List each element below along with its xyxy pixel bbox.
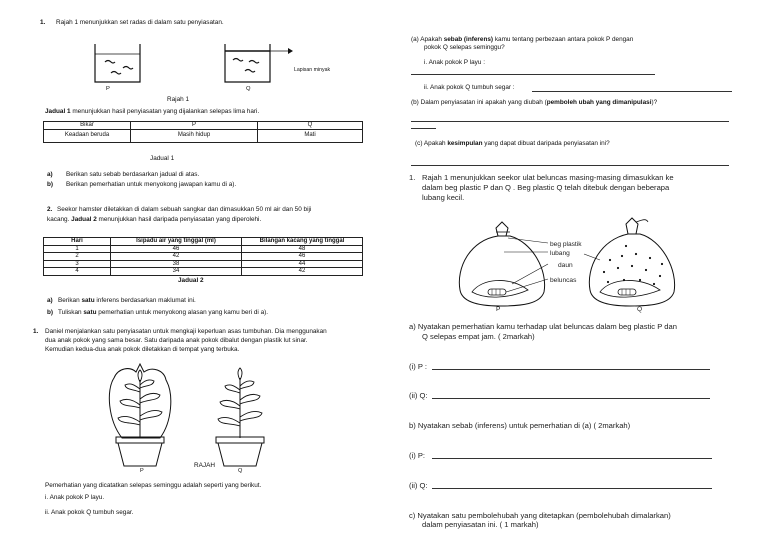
qa-line1: (a) Apakah sebab (inferens) kamu tentang perbezaan antara pokok P dengan xyxy=(411,36,634,43)
r-qa-line1: a) Nyatakan pemerhatian kamu terhadap ulat beluncas dalam beg plastic P dan xyxy=(409,322,677,331)
q3-line2: dua anak pokok yang sama besar. Satu daripada anak pokok dibalut dengan plastik lut sinar. xyxy=(45,337,308,344)
table2-caption: Jadual 2 xyxy=(178,277,204,284)
qc-text: (c) Apakah kesimpulan yang dapat dibuat daripada penyiasatan ini? xyxy=(415,140,610,147)
table2-cell: 2 xyxy=(44,253,111,261)
table-1 xyxy=(43,121,363,143)
r-qa-ii: (ii) Q: xyxy=(409,391,428,400)
table1-caption: Jadual 1 xyxy=(150,155,175,162)
answer-line-qc[interactable] xyxy=(411,165,729,166)
r-qb-text: b) Nyatakan sebab (inferens) untuk pemerhatian di (a) ( 2markah) xyxy=(409,421,631,430)
figure-rajah-caption: RAJAH xyxy=(194,462,215,469)
label-leaf: daun xyxy=(558,262,573,269)
table-row xyxy=(44,260,363,268)
table1-header: Q xyxy=(258,122,363,130)
q3-line1: Daniel menjalankan satu penyiasatan untuk mengkaji keperluan asas tumbuhan. Dia menggunakan xyxy=(45,328,327,335)
q3-line3: Kemudian kedua-dua anak pokok diletakkan di tempat yang terbuka. xyxy=(45,346,240,353)
q1a-text: Berikan satu sebab berdasarkan jadual di atas. xyxy=(66,171,200,178)
r-qb-ii: (ii) Q: xyxy=(409,481,428,490)
table-row xyxy=(44,268,363,276)
table2-header: Isipadu air yang tinggal (ml) xyxy=(111,238,242,246)
table2-cell: 44 xyxy=(242,260,363,268)
qa-line2: pokok Q selepas seminggu? xyxy=(424,44,505,51)
q2-line2: kacang. Jadual 2 menunjukkan hasil daripada penyiasatan yang diperolehi. xyxy=(47,216,262,223)
r-qc-line1: c) Nyatakan satu pembolehubah yang ditetapkan (pembolehubah dimalarkan) xyxy=(409,511,671,520)
q2b-label: b) xyxy=(47,309,54,316)
r-q1-line3: lubang kecil. xyxy=(422,193,465,202)
q3-observation-ii: ii. Anak pokok Q tumbuh segar. xyxy=(45,509,134,516)
table1-intro: Jadual 1 menunjukkan hasil penyiasatan yang dijalankan selepas lima hari. xyxy=(45,108,260,115)
table2-cell: 4 xyxy=(44,268,111,276)
q3-observation-i: i. Anak pokok P layu. xyxy=(45,494,105,501)
table2-cell: 3 xyxy=(44,260,111,268)
answer-line-r-qb-i[interactable] xyxy=(432,458,712,459)
plant-p-label: P xyxy=(140,468,144,474)
table-2 xyxy=(43,237,363,276)
r-q1-line2: dalam beg plastic P dan Q . Beg plastic Q telah ditebuk dengan beberapa xyxy=(422,183,670,192)
table2-cell: 46 xyxy=(242,253,363,261)
beaker-p-label: P xyxy=(106,86,110,92)
q1b-text: Berikan pemerhatian untuk menyokong jawapan kamu di a). xyxy=(66,181,237,188)
q2-number: 2. xyxy=(47,206,53,213)
table2-cell: 48 xyxy=(242,245,363,253)
answer-line-qb-1[interactable] xyxy=(411,121,729,122)
answer-line-r-qb-ii[interactable] xyxy=(432,488,712,489)
table2-cell: 34 xyxy=(111,268,242,276)
table1-cell: Masih hidup xyxy=(131,129,258,142)
table1-cell: Keadaan beruda xyxy=(44,129,131,142)
r-q1-line1: Rajah 1 menunjukkan seekor ulat beluncas masing-masing dimasukkan ke xyxy=(422,173,674,182)
r-qa-i: (i) P : xyxy=(409,362,428,371)
q2b-text: Tuliskan satu pemerhatian untuk menyokong alasan yang kamu beri di a). xyxy=(58,309,269,316)
plant-p-drawing xyxy=(109,364,170,466)
bag-q-label: Q xyxy=(637,306,643,313)
q2a-text: Berikan satu inferens berdasarkan maklumat ini. xyxy=(58,297,196,304)
r-qc-line2: dalam penyiasatan ini. ( 1 markah) xyxy=(422,520,539,529)
r-qb-i: (i) P: xyxy=(409,451,426,460)
table1-header: Bikar xyxy=(44,122,131,130)
q2-line1: Seekor hamster diletakkan di dalam sebuah sangkar dan dimasukkan 50 ml air dan 50 biji xyxy=(57,206,312,213)
table-row xyxy=(44,253,363,261)
q3-observation-intro: Pemerhatian yang dicatatkan selepas seminggu adalah seperti yang berikut. xyxy=(45,482,262,489)
beaker-q-label: Q xyxy=(246,86,251,92)
plant-q-label: Q xyxy=(238,468,243,474)
answer-line-qb-2[interactable] xyxy=(411,128,436,129)
q1-number: 1. xyxy=(40,19,46,26)
label-hole: lubang xyxy=(550,250,570,257)
qa-ii: ii. Anak pokok Q tumbuh segar : xyxy=(424,84,515,91)
q3-number: 1. xyxy=(33,328,39,335)
table-row xyxy=(44,245,363,253)
r-q1-number: 1. xyxy=(409,173,416,182)
q1-text: Rajah 1 menunjukkan set radas di dalam satu penyiasatan. xyxy=(56,19,224,26)
plant-pots-diagram xyxy=(100,360,300,470)
beaker-p-drawing xyxy=(95,44,140,82)
table2-cell: 1 xyxy=(44,245,111,253)
figure1-caption: Rajah 1 xyxy=(167,96,190,103)
r-qa-line2: Q selepas empat jam. ( 2markah) xyxy=(422,332,535,341)
table2-cell: 38 xyxy=(111,260,242,268)
table-row xyxy=(44,129,363,142)
answer-line-r-qa-ii[interactable] xyxy=(432,398,710,399)
table2-cell: 42 xyxy=(111,253,242,261)
q1a-label: a) xyxy=(47,171,53,178)
bag-p-drawing xyxy=(459,222,544,306)
table1-cell: Mati xyxy=(258,129,363,142)
answer-line-r-qa-i[interactable] xyxy=(432,369,710,370)
answer-line-qa-i[interactable] xyxy=(411,74,655,75)
qa-i: i. Anak pokok P layu : xyxy=(424,59,485,66)
answer-line-qa-ii[interactable] xyxy=(532,91,732,92)
label-caterpillar: beluncas xyxy=(550,277,577,284)
table2-header-row xyxy=(44,238,363,246)
bag-p-label: P xyxy=(496,306,501,313)
table2-header: Bilangan kacang yang tinggal xyxy=(242,238,363,246)
qb-text: (b) Dalam penyiasatan ini apakah yang diubah (pemboleh ubah yang dimanipulasi)? xyxy=(411,99,658,106)
table2-cell: 42 xyxy=(242,268,363,276)
beaker-q-drawing xyxy=(225,44,293,82)
label-plastic-bag: beg plastik xyxy=(550,241,582,248)
oil-layer-label: Lapisan minyak xyxy=(294,67,331,73)
table1-header: P xyxy=(131,122,258,130)
q2a-label: a) xyxy=(47,297,53,304)
table2-header: Hari xyxy=(44,238,111,246)
q1b-label: b) xyxy=(47,181,54,188)
table2-cell: 46 xyxy=(111,245,242,253)
bag-q-drawing xyxy=(589,218,674,306)
plant-q-drawing xyxy=(216,368,264,466)
table1-header-row xyxy=(44,122,363,130)
beaker-diagram xyxy=(85,40,305,90)
